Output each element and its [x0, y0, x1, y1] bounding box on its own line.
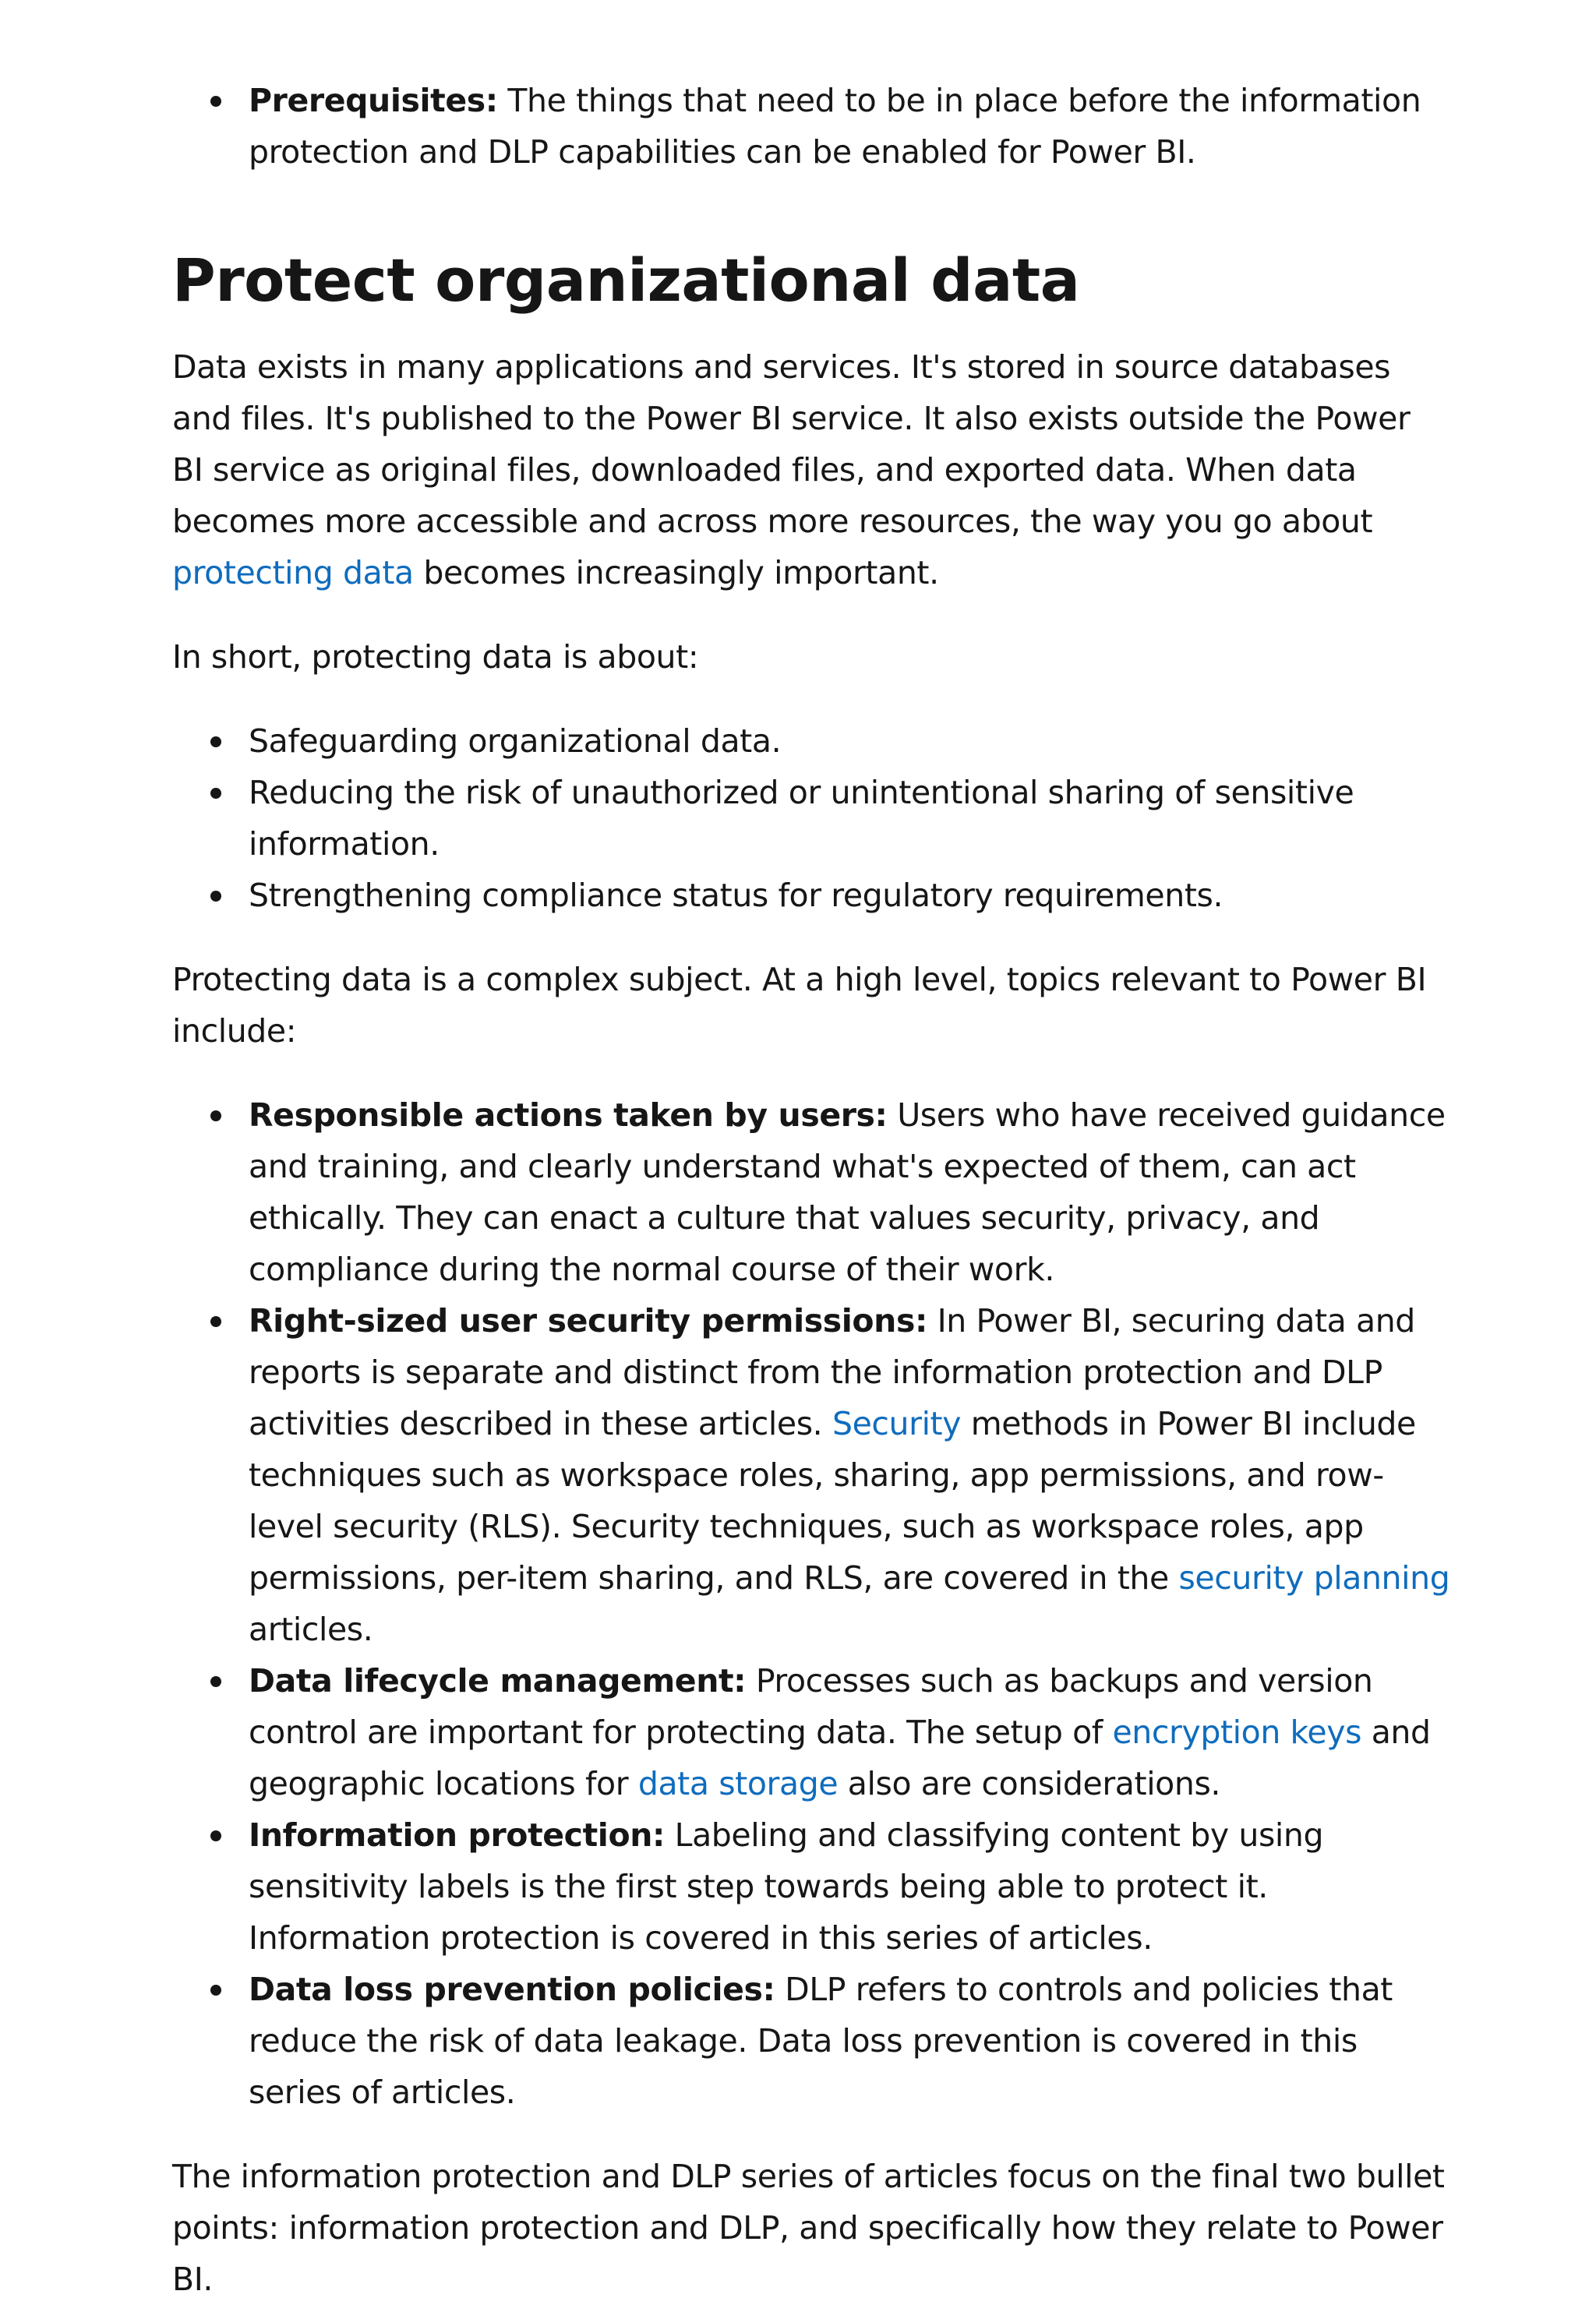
bullet-icon [210, 96, 221, 107]
list-item-text: methods in Power BI include techniques such as workspace roles, sharing, app permissions, and row-level security (RLS). Security techniques, such as workspace roles, app permissions, per-item sharing, and RLS, are covered in the [249, 1405, 1416, 1597]
bullet-icon [210, 1316, 221, 1327]
closing-paragraph: The information protection and DLP series of articles focus on the final two bullet points: information protection and DLP, and specifically how they relate to Power BI. [172, 2158, 1445, 2298]
list-item-text: Users who have received guidance and training, and clearly understand what's expected of them, can act ethically. They can enact a culture that values security, privacy, and compliance during the normal course of their work. [249, 1096, 1446, 1288]
list-item [249, 1809, 1450, 1964]
bullet-icon [210, 1110, 221, 1121]
topics-list [172, 1089, 1450, 2118]
list-item-text: Reducing the risk of unauthorized or unintentional sharing of sensitive information. [249, 774, 1354, 863]
list-item-text: The things that need to be in place before the information protection and DLP capabilities can be enabled for Power BI. [249, 82, 1421, 171]
list-item-text: In Power BI, securing data and reports is separate and distinct from the information protection and DLP activities described in these articles. [249, 1302, 1415, 1442]
intro-paragraph [172, 341, 1450, 598]
section-heading: Protect organizational data [172, 245, 1080, 315]
list-item-text: and geographic locations for [249, 1714, 1431, 1802]
bullet-icon [210, 788, 221, 799]
bullet-icon [210, 1985, 221, 1996]
list-item-term: Data lifecycle management: [249, 1662, 747, 1700]
list-item-term: Information protection: [249, 1816, 665, 1854]
intro-text-end: becomes increasingly important. [413, 554, 939, 591]
list-item-text: Safeguarding organizational data. [249, 722, 782, 760]
bullet-icon [210, 891, 221, 902]
list-item [249, 1295, 1450, 1655]
short-list [172, 715, 1450, 921]
list-item-text: Processes such as backups and version control are important for protecting data. The setup of [249, 1662, 1373, 1751]
article-content [172, 75, 1450, 2305]
list-item [249, 75, 1450, 178]
list-item [249, 715, 1450, 767]
list-item-text: DLP refers to controls and policies that reduce the risk of data leakage. Data loss prevention is covered in this series of articles. [249, 1971, 1393, 2111]
encryption-keys-link[interactable]: encryption keys [1112, 1714, 1362, 1751]
bullet-icon [210, 1830, 221, 1841]
short-intro-paragraph: In short, protecting data is about: [172, 638, 699, 676]
prerequisites-list [172, 75, 1450, 178]
list-item [249, 767, 1450, 870]
list-item [249, 1089, 1450, 1295]
list-item-term: Data loss prevention policies: [249, 1971, 775, 2008]
list-item-term: Responsible actions taken by users: [249, 1096, 888, 1134]
security-link[interactable]: Security [832, 1405, 962, 1442]
list-item-text: also are considerations. [838, 1765, 1221, 1802]
data-storage-link[interactable]: data storage [637, 1765, 839, 1802]
list-item-term: Right-sized user security permissions: [249, 1302, 927, 1340]
intro-text: Data exists in many applications and services. It's stored in source databases and files. It's published to the Power BI service. It also exists outside the Power BI service as original files, downloaded files, and exported data. When data becomes more accessible and across more resources, the way you go about [172, 348, 1411, 540]
security-planning-link[interactable]: security planning [1178, 1559, 1450, 1597]
list-item-text: Strengthening compliance status for regulatory requirements. [249, 877, 1223, 914]
list-item-text: articles. [249, 1611, 373, 1648]
protecting-data-link[interactable]: protecting data [172, 554, 414, 591]
topics-intro-paragraph: Protecting data is a complex subject. At a high level, topics relevant to Power BI include: [172, 961, 1427, 1050]
list-item [249, 1655, 1450, 1809]
list-item [249, 1964, 1450, 2118]
list-item-text: Labeling and classifying content by using sensitivity labels is the first step towards being able to protect it. Information protection is covered in this series of articles. [249, 1816, 1324, 1957]
list-item [249, 870, 1450, 921]
list-item-term: Prerequisites: [249, 82, 498, 119]
bullet-icon [210, 736, 221, 747]
bullet-icon [210, 1676, 221, 1687]
